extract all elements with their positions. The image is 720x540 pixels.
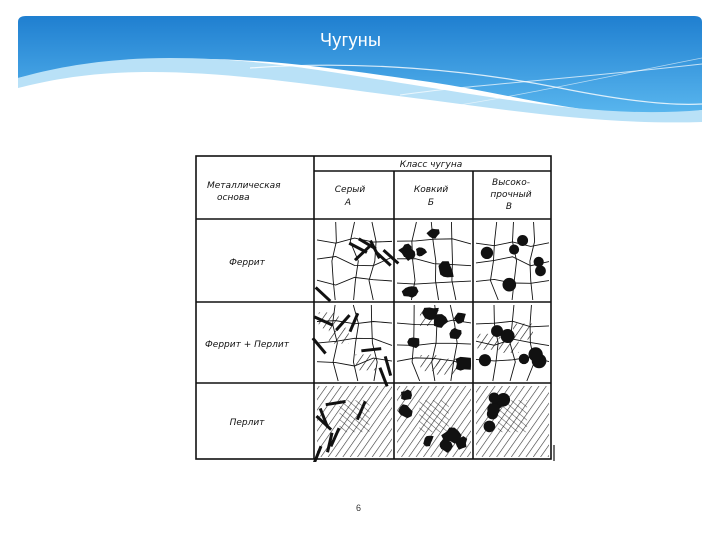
micrograph-cell bbox=[476, 305, 549, 381]
micrograph-cell bbox=[312, 305, 392, 387]
col-header-a-letter: А bbox=[344, 198, 352, 208]
col-header-c-name: Высоко- bbox=[492, 178, 530, 188]
row-header-line2: основа bbox=[217, 193, 250, 203]
col-header-c-letter: В bbox=[505, 202, 513, 212]
slide-title: Чугуны bbox=[320, 30, 382, 50]
group-header: Класс чугуна bbox=[399, 160, 463, 170]
micrograph-cell bbox=[397, 386, 471, 457]
row-label-ferrite-pearlite: Феррит + Перлит bbox=[205, 340, 289, 350]
row-label-ferrite: Феррит bbox=[229, 258, 265, 268]
row-label-pearlite: Перлит bbox=[229, 418, 265, 428]
header-wave bbox=[0, 0, 720, 130]
col-header-b-name: Ковкий bbox=[413, 185, 449, 195]
micrograph-cell bbox=[315, 222, 400, 302]
col-header-c-name2: прочный bbox=[490, 190, 532, 200]
structure-table-svg bbox=[195, 155, 557, 462]
micrograph-cell bbox=[476, 222, 549, 300]
micrograph-cell bbox=[397, 305, 471, 381]
micrograph-cell bbox=[312, 386, 392, 462]
cast-iron-structure-table bbox=[195, 155, 557, 462]
micrograph-cell bbox=[397, 222, 471, 300]
micrograph-cells bbox=[312, 222, 549, 462]
col-header-b-letter: Б bbox=[427, 198, 435, 208]
micrograph-cell bbox=[476, 386, 549, 457]
page-number: 6 bbox=[356, 503, 362, 513]
col-header-a-name: Серый bbox=[334, 185, 366, 195]
slide-header bbox=[0, 0, 720, 130]
row-header-line1: Металлическая bbox=[207, 181, 281, 191]
